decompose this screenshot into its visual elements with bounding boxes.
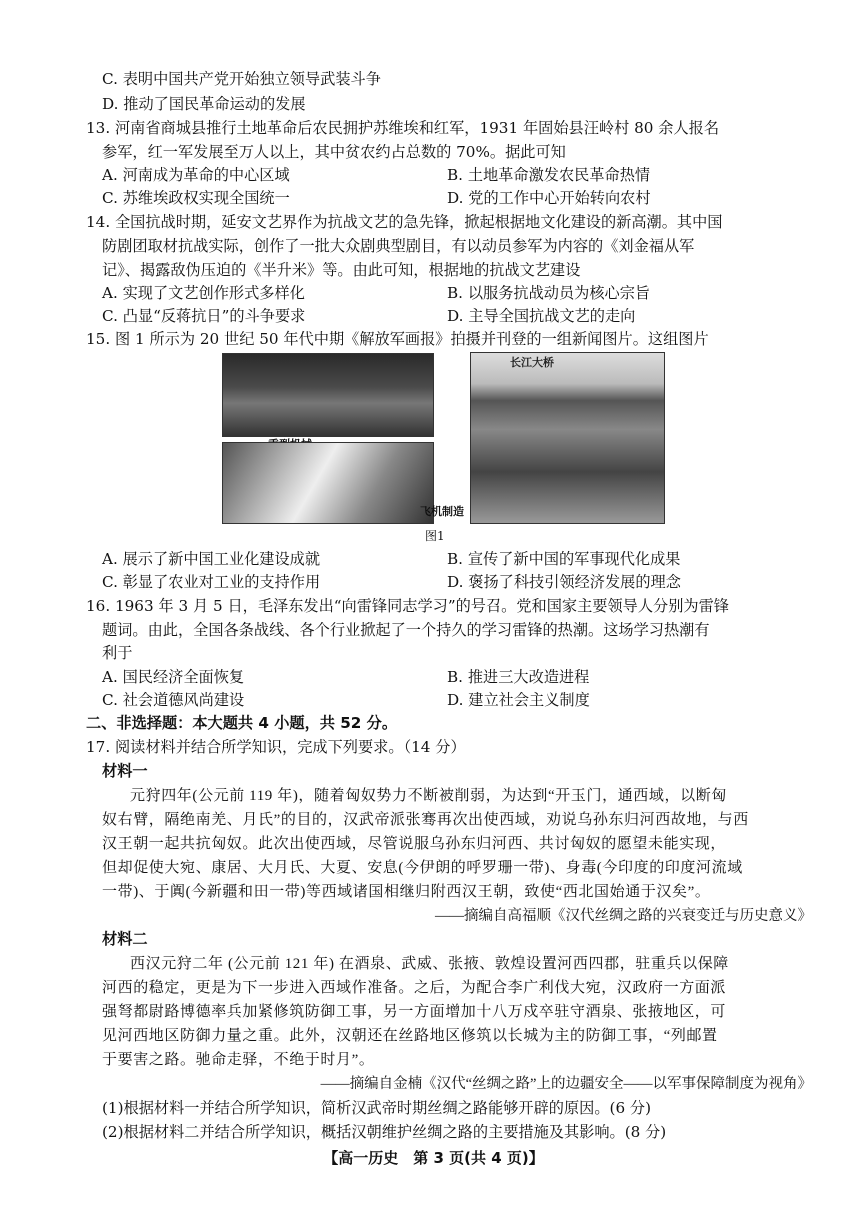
q17-requirement-2: (2)根据材料二并结合所学知识，概括汉朝维护丝绸之路的主要措施及其影响。(8 分) — [102, 1123, 667, 1141]
q16-option-c: C. 社会道德风尚建设 — [102, 691, 245, 709]
material-one-line: 奴右臂，隔绝南羌、月氏”的目的，汉武帝派张骞再次出使西域，劝说乌孙东归河西故地，与西 — [102, 812, 749, 828]
q14-stem-cont: 防剧团取材抗战实际，创作了一批大众剧典型剧目，有以动员参军为内容的《刘金福从军 — [102, 237, 695, 255]
q14-option-b: B. 以服务抗战动员为核心宗旨 — [447, 284, 651, 302]
yangtze-bridge-photo — [470, 352, 665, 524]
q16-option-b: B. 推进三大改造进程 — [447, 668, 590, 686]
material-two-line: 西汉元狩二年 (公元前 121 年) 在酒泉、武威、张掖、敦煌设置河西四郡，驻重兵以保障 — [130, 956, 729, 972]
q16-stem-cont2: 利于 — [102, 644, 133, 662]
q13-option-d: D. 党的工作中心开始转向农村 — [447, 189, 651, 207]
aircraft-photo — [222, 442, 434, 524]
material-two-line: 见河西地区防御力量之重。此外，汉朝还在丝路地区修筑以长城为主的防御工事，“列邮置 — [102, 1028, 718, 1044]
q16-option-d: D. 建立社会主义制度 — [447, 691, 590, 709]
section-two-heading: 二、非选择题：本大题共 4 小题，共 52 分。 — [86, 714, 398, 732]
q13-option-c: C. 苏维埃政权实现全国统一 — [102, 189, 290, 207]
q15-option-d: D. 褒扬了科技引领经济发展的理念 — [447, 573, 681, 591]
q15-option-c: C. 彰显了农业对工业的支持作用 — [102, 573, 321, 591]
page-footer: 【高一历史 第 3 页(共 4 页)】 — [323, 1149, 544, 1167]
q12-option-d: D. 推动了国民革命运动的发展 — [102, 95, 306, 113]
q16-option-a: A. 国民经济全面恢复 — [102, 668, 245, 686]
q13-stem: 13. 河南省商城县推行土地革命后农民拥护苏维埃和红军，1931 年固始县汪岭村 80 余人报名 — [86, 119, 720, 137]
figure-label: 图1 — [425, 529, 445, 543]
q12-option-c: C. 表明中国共产党开始独立领导武装斗争 — [102, 70, 381, 88]
material-two-title: 材料二 — [102, 930, 148, 948]
q16-stem: 16. 1963 年 3 月 5 日，毛泽东发出“向雷锋同志学习”的号召。党和国家主要领导人分别为雷锋 — [86, 597, 729, 615]
heavy-machinery-photo — [222, 353, 434, 437]
material-one-line: 但却促使大宛、康居、大月氏、大夏、安息(今伊朗的呼罗珊一带)、身毒(今印度的印度河流域 — [102, 860, 743, 876]
material-one-line: 汉王朝一起共抗匈奴。此次出使西域，尽管说服乌孙东归河西、共讨匈奴的愿望未能实现， — [102, 836, 727, 852]
q15-stem: 15. 图 1 所示为 20 世纪 50 年代中期《解放军画报》拍摄并刊登的一组新闻图片。这组图片 — [86, 330, 709, 348]
q14-stem: 14. 全国抗战时期，延安文艺界作为抗战文艺的急先锋，掀起根据地文化建设的新高潮。其中国 — [86, 213, 723, 231]
caption-aircraft: 飞机制造 — [420, 505, 464, 518]
caption-bridge: 长江大桥 — [510, 356, 554, 369]
material-two-line: 河西的稳定，更是为下一步进入西域作准备。之后，为配合李广利伐大宛，汉政府一方面派 — [102, 980, 727, 996]
material-two-line: 于要害之路。驰命走驿，不绝于时月”。 — [102, 1052, 375, 1068]
q14-option-c: C. 凸显“反蒋抗日”的斗争要求 — [102, 307, 306, 325]
q14-option-d: D. 主导全国抗战文艺的走向 — [447, 307, 636, 325]
q14-stem-cont2: 记》、揭露敌伪压迫的《半升米》等。由此可知，根据地的抗战文艺建设 — [102, 261, 581, 279]
material-two-source: ——摘编自金楠《汉代“丝绸之路”上的边疆安全——以军事保障制度为视角》 — [320, 1076, 812, 1092]
q13-option-a: A. 河南成为革命的中心区域 — [102, 166, 290, 184]
q14-option-a: A. 实现了文艺创作形式多样化 — [102, 284, 305, 302]
q15-option-b: B. 宣传了新中国的军事现代化成果 — [447, 550, 681, 568]
material-one-line: 元狩四年(公元前 119 年)，随着匈奴势力不断被削弱，为达到“开玉门，通西域，以断匈 — [130, 788, 727, 804]
q17-requirement-1: (1)根据材料一并结合所学知识，简析汉武帝时期丝绸之路能够开辟的原因。(6 分) — [102, 1099, 652, 1117]
material-one-title: 材料一 — [102, 762, 148, 780]
q16-stem-cont: 题词。由此，全国各条战线、各个行业掀起了一个持久的学习雷锋的热潮。这场学习热潮有 — [102, 621, 710, 639]
q17-stem: 17. 阅读材料并结合所学知识，完成下列要求。（14 分） — [86, 738, 466, 756]
q13-stem-cont: 参军，红一军发展至万人以上，其中贫农约占总数的 70%。据此可知 — [102, 143, 566, 161]
material-two-line: 强弩都尉路博德率兵加紧修筑防御工事，另一方面增加十八万戍卒驻守酒泉、张掖地区，可 — [102, 1004, 727, 1020]
material-one-line: 一带)、于阗(今新疆和田一带)等西域诸国相继归附西汉王朝，致使“西北国始通于汉矣”。 — [102, 884, 711, 900]
q15-option-a: A. 展示了新中国工业化建设成就 — [102, 550, 321, 568]
q13-option-b: B. 土地革命激发农民革命热情 — [447, 166, 651, 184]
material-one-source: ——摘编自高福顺《汉代丝绸之路的兴衰变迁与历史意义》 — [435, 908, 812, 924]
